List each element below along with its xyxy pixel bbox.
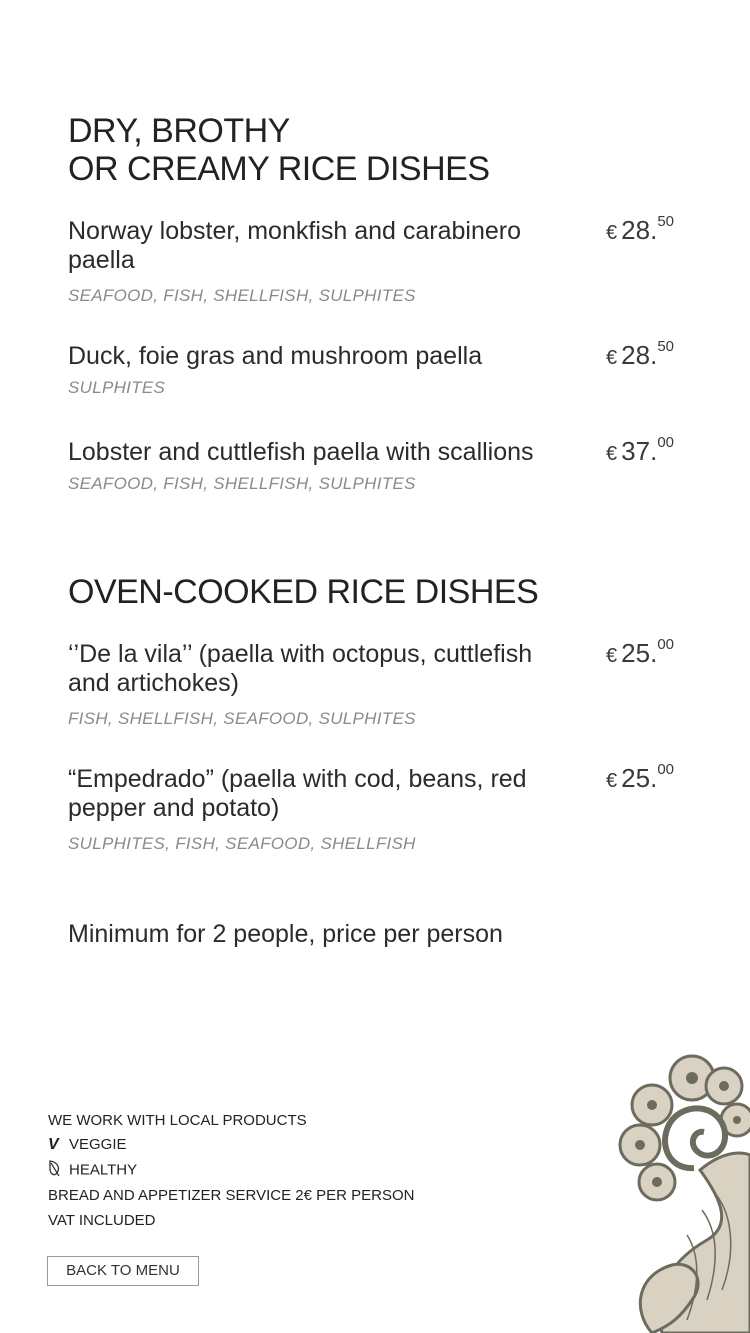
price-integer: 28. <box>621 340 658 370</box>
local-products-text: WE WORK WITH LOCAL PRODUCTS <box>48 1112 307 1129</box>
item-name: Duck, foie gras and mushroom paella <box>68 342 483 370</box>
price-decimal: 00 <box>657 434 674 451</box>
currency-symbol: € <box>606 443 618 465</box>
price-integer: 28. <box>621 215 658 245</box>
menu-item <box>68 761 678 854</box>
item-allergens: SULPHITES, FISH, SEAFOOD, SHELLFISH <box>68 834 416 853</box>
section-title-line: DRY, BROTHY <box>68 112 290 150</box>
paisley-ornament <box>612 1050 750 1333</box>
back-to-menu-button[interactable]: BACK TO MENU <box>47 1256 199 1286</box>
healthy-label: HEALTHY <box>69 1161 138 1179</box>
currency-symbol: € <box>606 222 618 244</box>
v-icon: V <box>48 1136 59 1154</box>
menu-item <box>68 636 678 729</box>
item-price <box>606 340 674 371</box>
section-title-line: OVEN-COOKED RICE DISHES <box>68 573 539 611</box>
item-name: “Empedrado” (paella with cod, beans, red pepper and potato) <box>68 765 527 822</box>
item-price <box>606 763 674 794</box>
price-decimal: 50 <box>657 213 674 230</box>
menu-item <box>68 338 678 398</box>
item-price <box>606 215 674 246</box>
item-allergens: FISH, SHELLFISH, SEAFOOD, SULPHITES <box>68 709 416 728</box>
vat-included-text: VAT INCLUDED <box>48 1212 156 1229</box>
item-price <box>606 436 674 467</box>
item-name: ‘’De la vila’’ (paella with octopus, cuttlefish and artichokes) <box>68 640 533 697</box>
menu-item <box>68 213 678 306</box>
price-integer: 25. <box>621 763 658 793</box>
legend-healthy <box>48 1160 137 1181</box>
section-title-line: OR CREAMY RICE DISHES <box>68 150 490 188</box>
price-integer: 37. <box>621 436 658 466</box>
bread-service-text: BREAD AND APPETIZER SERVICE 2€ PER PERSON <box>48 1187 415 1204</box>
section-title-oven-rice <box>68 573 538 611</box>
item-name: Lobster and cuttlefish paella with scallions <box>68 438 534 466</box>
legend-veggie <box>48 1136 127 1154</box>
item-allergens: SULPHITES <box>68 378 166 397</box>
price-decimal: 50 <box>657 338 674 355</box>
item-price <box>606 638 674 669</box>
currency-symbol: € <box>606 645 618 667</box>
section-title-dry-rice <box>68 112 490 188</box>
price-integer: 25. <box>621 638 658 668</box>
price-decimal: 00 <box>657 761 674 778</box>
currency-symbol: € <box>606 347 618 369</box>
currency-symbol: € <box>606 770 618 792</box>
minimum-people-note: Minimum for 2 people, price per person <box>68 920 503 948</box>
item-allergens: SEAFOOD, FISH, SHELLFISH, SULPHITES <box>68 286 416 305</box>
menu-item <box>68 434 678 494</box>
price-decimal: 00 <box>657 636 674 653</box>
item-allergens: SEAFOOD, FISH, SHELLFISH, SULPHITES <box>68 474 416 493</box>
item-name: Norway lobster, monkfish and carabinero paella <box>68 217 522 274</box>
leaf-icon <box>48 1160 64 1181</box>
veggie-label: VEGGIE <box>69 1136 127 1153</box>
